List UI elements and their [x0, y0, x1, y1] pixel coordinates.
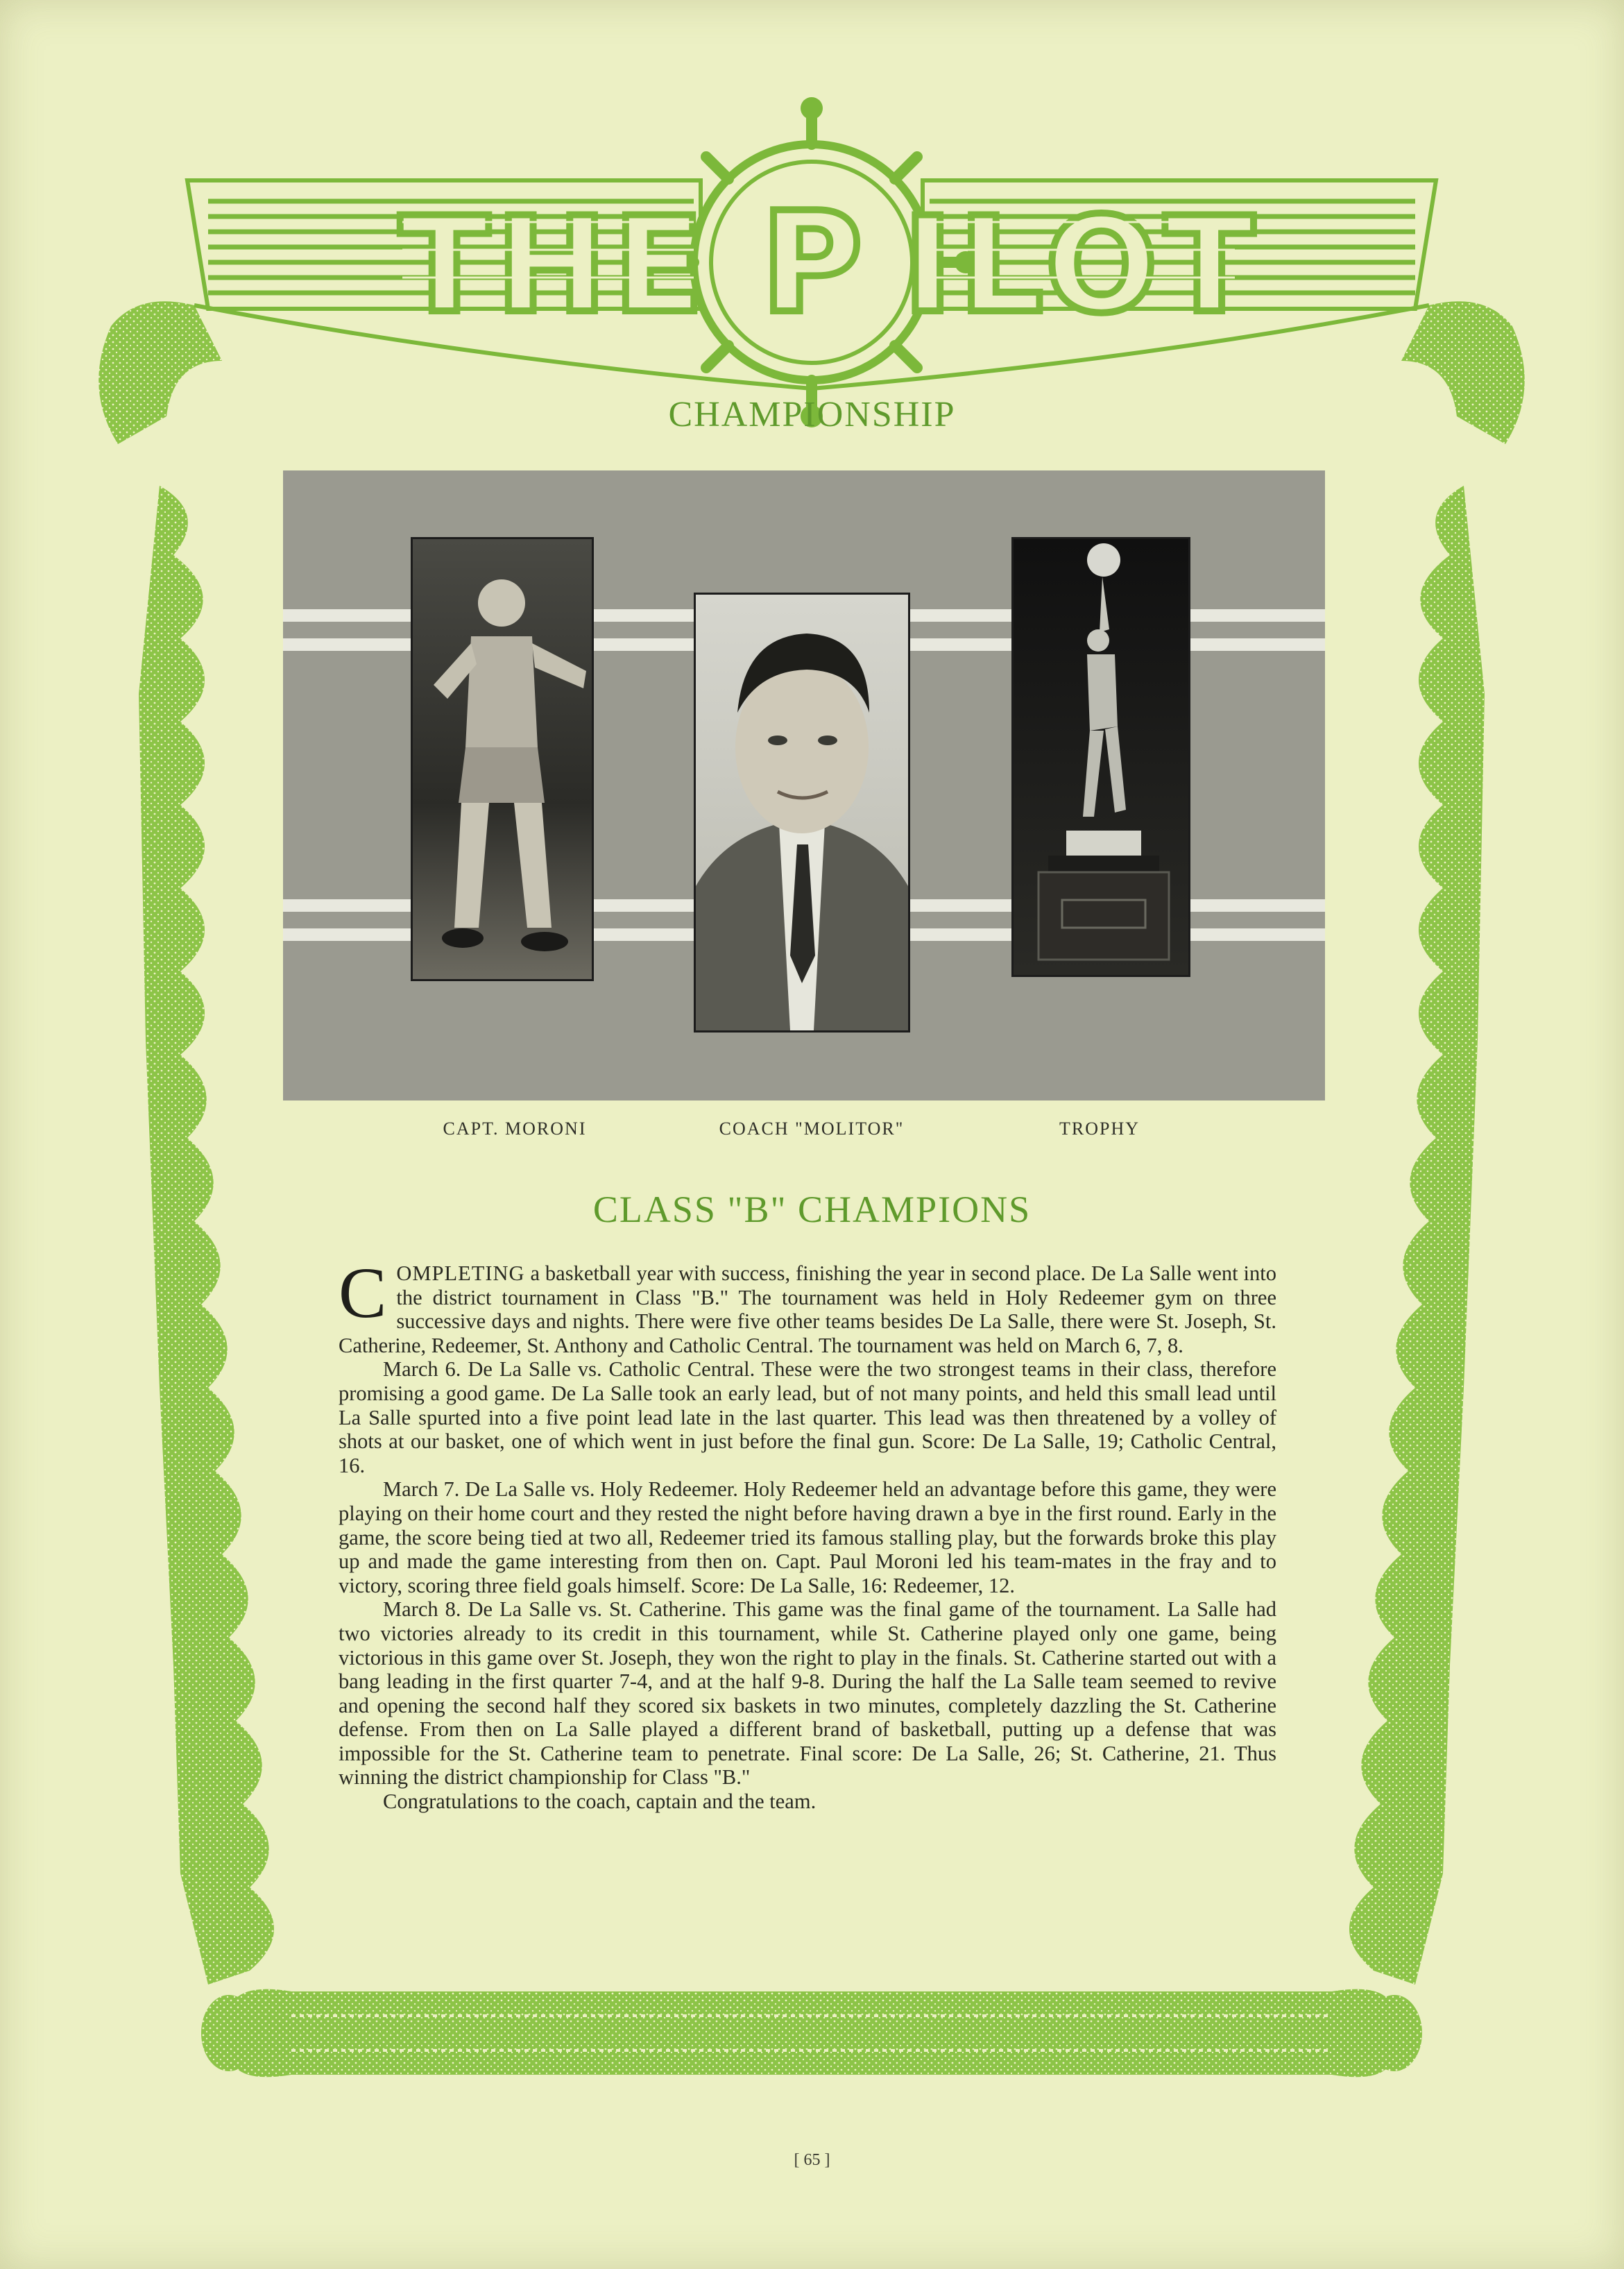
article-title: CLASS "B" CHAMPIONS [592, 1189, 1032, 1230]
paragraph-march-6: March 6. De La Salle vs. Catholic Central. These were the two strongest teams in their class, therefore promising a good game. De La Salle took an early lead, but of not many points, and held this small lead until La Salle spurted into a five point lead late in the last quarter. This lead was then threatened by a volley of shots at our basket, one of which went in just before the final gun. Score: De La Salle, 19; Catholic Central, 16. [339, 1357, 1276, 1477]
article-body [339, 1253, 1276, 1814]
svg-text:P: P [760, 182, 863, 344]
svg-text:THE: THE [399, 189, 711, 342]
drop-cap: C [339, 1253, 387, 1333]
trophy-photo [1011, 537, 1190, 977]
caption-trophy: TROPHY [1059, 1119, 1140, 1139]
coach-photo [694, 593, 910, 1032]
captain-photo [411, 537, 594, 981]
caption-coach: COACH "MOLITOR" [719, 1119, 905, 1139]
masthead-logo [400, 182, 1261, 344]
page-number: [ 65 ] [794, 2151, 830, 2169]
svg-text:ILOT: ILOT [903, 189, 1262, 342]
paragraph-congratulations: Congratulations to the coach, captain and the team. [383, 1790, 817, 1814]
paragraph-march-8: March 8. De La Salle vs. St. Catherine. This game was the final game of the tournament. La Salle had two victories already to its credit in this tournament, while St. Catherine played only one game, being victorious in this game over St. Joseph, they won the right to play in the finals. St. Catherine started out with a bang leading in the first quarter 7-4, and at the half 9-8. During the half the La Salle team seemed to revive and opening the second half they scored six baskets in two minutes, completely dazzling the St. Catherine defense. From then on La Salle played a different brand of basketball, putting up a defense that was impossible for the St. Catherine team to penetrate. Final score: De La Salle, 26; St. Catherine, 21. Thus winning the district championship for Class "B." [339, 1597, 1276, 1790]
caption-captain: CAPT. MORONI [443, 1119, 587, 1139]
section-title: CHAMPIONSHIP [668, 395, 956, 434]
photo-panel [283, 470, 1325, 1100]
paragraph-intro-text: a basketball year with success, finishing the year in second place. De La Salle went into the district tournament in Class "B." The tournament was held in Holy Redeemer gym on three successive days and nights. There were five other teams besides De La Salle, there were St. Joseph, St. Catherine, Redeemer, St. Anthony and Catholic Central. The tournament was held on March 6, 7, 8. [339, 1261, 1276, 1357]
paragraph-march-7: March 7. De La Salle vs. Holy Redeemer. Holy Redeemer held an advantage before this game, they were playing on their home court and they rested the night before having drawn a bye in the first round. Early in the game, the score being tied at two all, Redeemer tried its famous stalling play, but the forwards broke this play up and made the game interesting from then on. Capt. Paul Moroni led his team-mates in the fray and to victory, scoring three field goals himself. Score: De La Salle, 16: Redeemer, 12. [339, 1477, 1276, 1597]
paragraph-intro [339, 1253, 1276, 1357]
first-word: OMPLETING [396, 1261, 525, 1285]
